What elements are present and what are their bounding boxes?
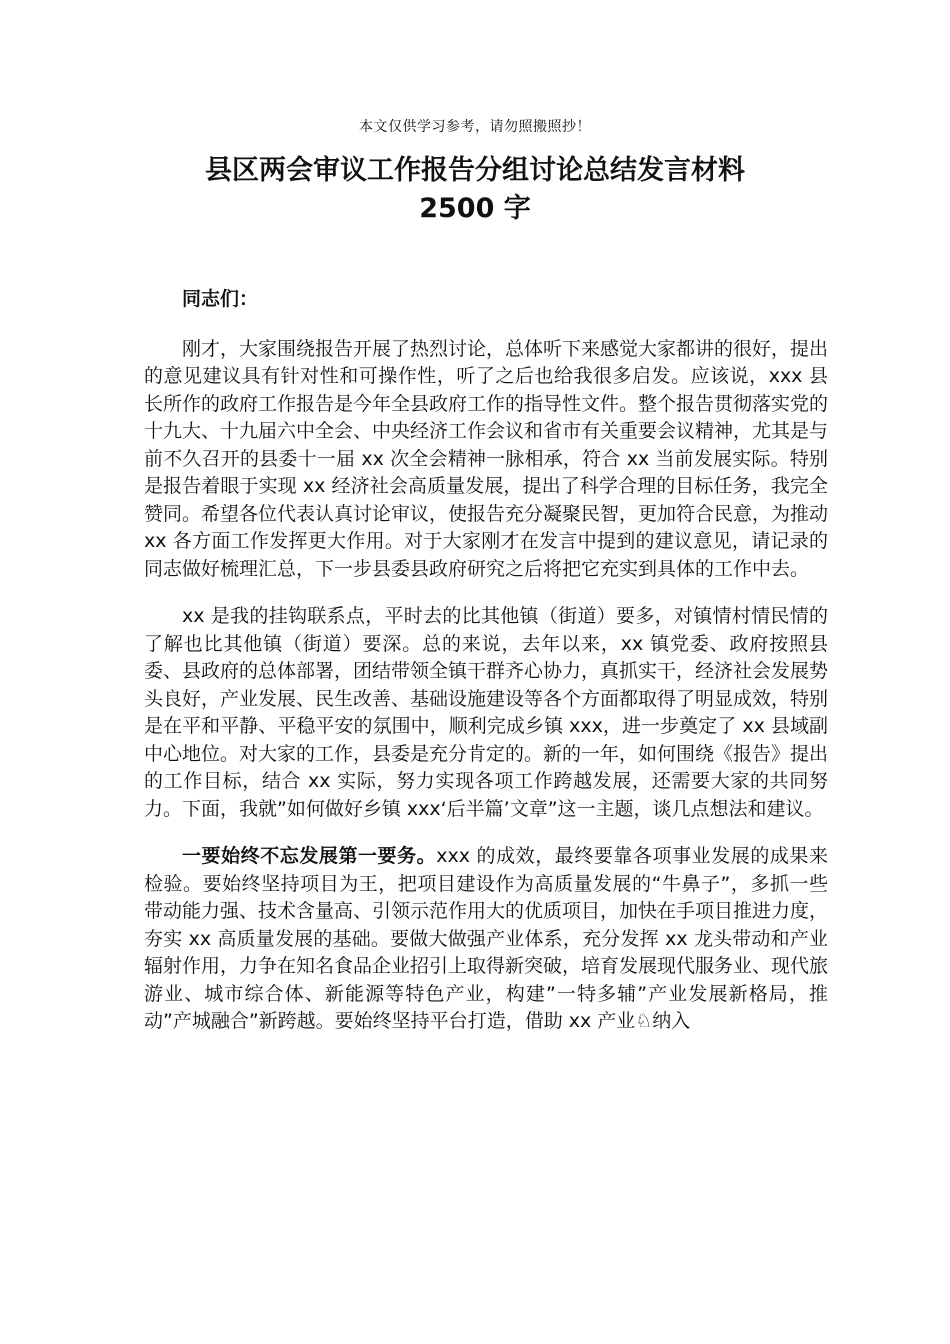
paragraph-3 [144,843,828,1036]
document-title [120,152,830,228]
paragraph-3-lead: 一要始终不忘发展第一要务。 [182,845,437,867]
paragraph-1: 刚才，大家围绕报告开展了热烈讨论，总体听下来感觉大家都讲的很好，提出的意见建议具有针对性和可操作性，听了之后也给我很多启发。应该说，xxx 县长所作的政府工作报告是今年全县政府工作的指导性文件。整个报告贯彻落实党的十九大、十九届六中全会、中央经济工作会议和省市有关重要会议精神，尤其是与前不久召开的县委十一届 xx 次全会精神一脉相承，符合 xx 当前发展实际。特别是报告着眼于实现 xx 经济社会高质量发展，提出了科学合理的目标任务，我完全赞同。希望各位代表认真讨论审议，使报告充分凝聚民智，更加符合民意，为推动 xx 各方面工作发挥更大作用。对于大家刚才在发言中提到的建议意见，请记录的同志做好梳理汇总，下一步县委县政府研究之后将把它充实到具体的工作中去。 [144,337,829,580]
document-body [144,286,828,1056]
copy-notice: 本文仅供学习参考，请勿照搬照抄！ [359,119,591,135]
title-line-2: 2500 字 [419,193,531,224]
paragraph-3-text: xxx 的成效，最终要靠各项事业发展的成果来检验。要始终坚持项目为王，把项目建设作为高质量发展的“牛鼻子”，多抓一些带动能力强、技术含量高、引领示范作用大的优质项目，加快在手项目推进力度，夯实 xx 高质量发展的基础。要做大做强产业体系，充分发挥 xx 龙头带动和产业辐射作用，力争在知名食品企业招引上取得新突破，培育发展现代服务业、现代旅游业、城市综合体、新能源等特色产业，构建”一特多辅”产业发展新格局，推动”产城融合”新跨越。要始终坚持平台打造，借助 xx 产业♘纳入 [144,845,829,1032]
salutation: 同志们： [182,288,259,310]
title-line-1: 县区两会审议工作报告分组讨论总结发言材料 [205,155,745,186]
paragraph-2: xx 是我的挂钩联系点，平时去的比其他镇（街道）要多，对镇情村情民情的了解也比其他镇（街道）要深。总的来说，去年以来，xx 镇党委、政府按照县委、县政府的总体部署，团结带领全镇干群齐心协力，真抓实干，经济社会发展势头良好，产业发展、民生改善、基础设施建设等各个方面都取得了明显成效，特别是在平和平静、平稳平安的氛围中，顺利完成乡镇 xxx，进一步奠定了 xx 县域副中心地位。对大家的工作，县委是充分肯定的。新的一年，如何围绕《报告》提出的工作目标，结合 xx 实际，努力实现各项工作跨越发展，还需要大家的共同努力。下面，我就”如何做好乡镇 xxx‘后半篇’文章”这一主题，谈几点想法和建议。 [144,605,829,820]
